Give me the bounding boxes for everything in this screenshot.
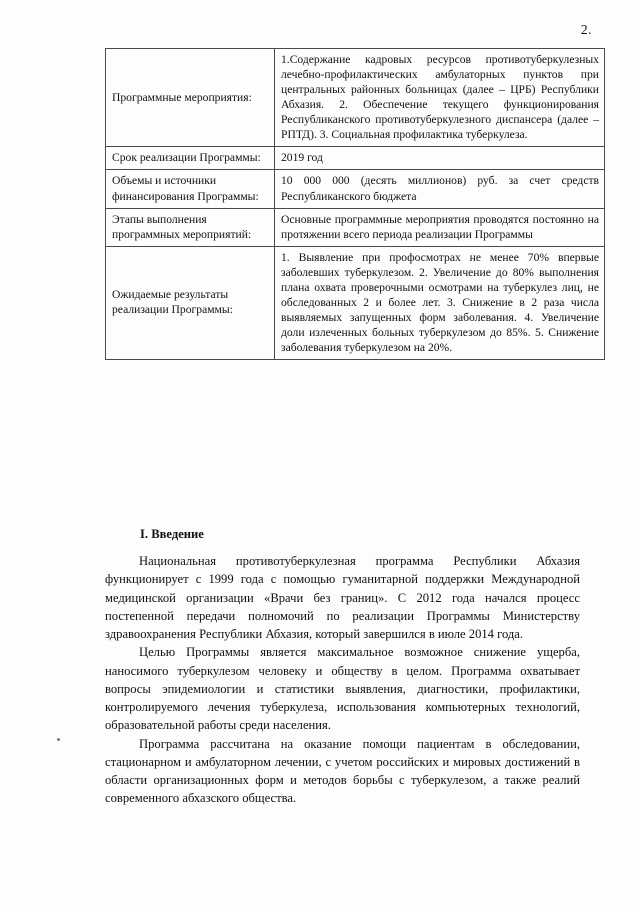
table-cell-value: 10 000 000 (десять миллионов) руб. за счет средств Республиканского бюджета [275, 170, 605, 208]
table-cell-value: Основные программные мероприятия проводятся постоянно на протяжении всего периода реализации Программы [275, 208, 605, 246]
body-text [105, 552, 580, 808]
table-cell-value: 1.Содержание кадровых ресурсов противотуберкулезных лечебно-профилактических амбулаторных пунктов при центральных районных больницах (далее – ЦРБ) Республики Абхазия. 2. Обеспечение текущего функционирования Республиканского противотуберкулезного диспансера (далее – РПТД). 3. Социальная профилактика туберкулеза. [275, 49, 605, 147]
table-cell-value: 2019 год [275, 147, 605, 170]
paragraph: Программа рассчитана на оказание помощи пациентам в обследовании, стационарном и амбулаторном лечении, с учетом российских и мировых достижений в области организационных форм и методов борьбы с туберкулезом, а также реалий современного абхазского общества. [105, 736, 580, 806]
table-row [106, 147, 605, 170]
page-number: 2. [580, 22, 592, 37]
table-cell-value: 1. Выявление при профосмотрах не менее 70% впервые заболевших туберкулезом. 2. Увеличение до 80% выполнения плана охвата проверочными осмотрами на туберкулез лиц, не обследованных 2 и более лет. 3. Снижение в 2 раза числа выявляемых запущенных форм заболевания. 4. Увеличение доли излеченных больных туберкулезом до 85%. 5. Снижение заболевания туберкулезом на 20%. [275, 246, 605, 359]
scan-artifact-dot [57, 738, 60, 741]
table-cell-label: Этапы выполнения программных мероприятий: [106, 208, 275, 246]
table-cell-label: Объемы и источники финансирования Программы: [106, 170, 275, 208]
table-row [106, 49, 605, 147]
section-heading: I. Введение [140, 527, 204, 541]
table-cell-label: Срок реализации Программы: [106, 147, 275, 170]
paragraph: Национальная противотуберкулезная программа Республики Абхазия функционирует с 1999 года с помощью гуманитарной поддержки Международной медицинской организации «Врачи без границ». С 2012 года начался процесс постепенной передачи полномочий по реализации Программы Министерству здравоохранения Республики Абхазия, который завершился в июле 2014 года. [105, 554, 580, 641]
table-row [106, 246, 605, 359]
table-cell-label: Ожидаемые результаты реализации Программы: [106, 246, 275, 359]
table-cell-label: Программные мероприятия: [106, 49, 275, 147]
paragraph: Целью Программы является максимальное возможное снижение ущерба, наносимого туберкулезом человеку и обществу в целом. Программа охватывает вопросы эпидемиологии и статистики выявления, диагностики, профилактики, контролируемого лечения туберкулеза, использования компьютерных технологий, образовательной работы среди населения. [105, 645, 580, 733]
table-row [106, 208, 605, 246]
program-parameters-table [105, 48, 599, 360]
table-row [106, 170, 605, 208]
